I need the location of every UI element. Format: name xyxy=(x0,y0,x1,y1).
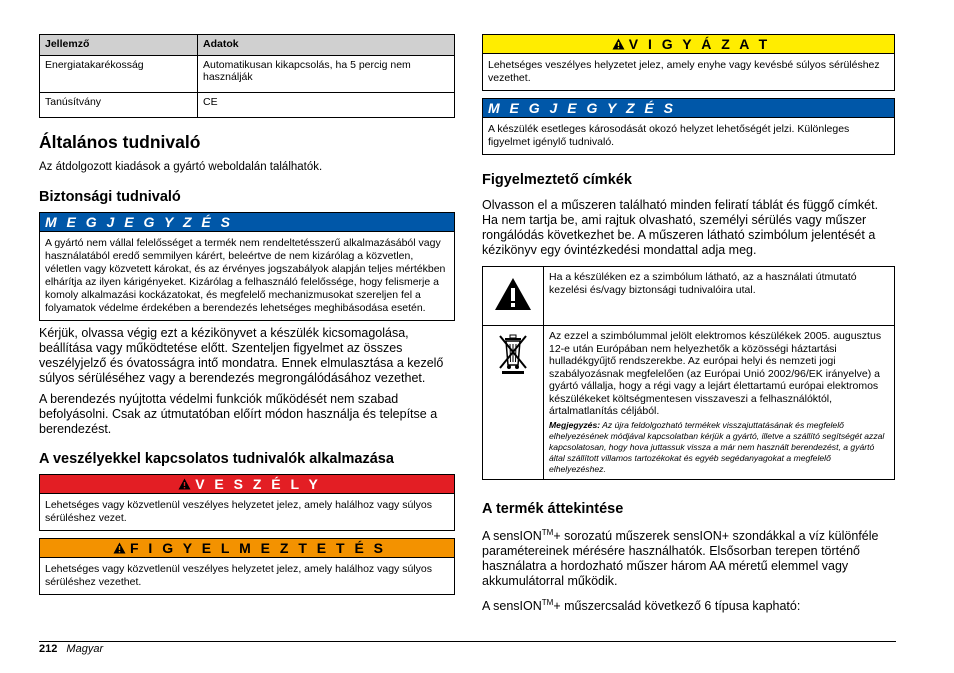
notice-text: A készülék esetleges károsodását okozó helyzet lehetőségét jelzi. Különleges figyelmet igénylő tudnivaló. xyxy=(483,117,894,154)
label-text-cell: Ha a készüléken ez a szimbólum látható, az a használati útmutató kezelési és/vagy biztonsági tudnivalóira utal. xyxy=(544,267,895,326)
general-heading: Általános tudnivaló xyxy=(39,132,201,152)
page-number: 212 xyxy=(39,643,58,655)
label-icon-cell xyxy=(483,326,544,480)
spec-table xyxy=(39,34,455,118)
overview-paragraph-1 xyxy=(482,525,895,589)
overview-paragraph-2 xyxy=(482,595,895,614)
warning-text: Lehetséges vagy közvetlenül veszélyes helyzetet jelez, amely halálhoz vagy súlyos sérüléshez vezethet. xyxy=(40,557,454,594)
footer-divider xyxy=(39,641,896,642)
caution-box xyxy=(482,34,895,91)
weee-text: Az ezzel a szimbólummal jelölt elektromos készülékek 2005. augusztus 12-e után Európában nem helyezhetők a közösségi háztartási hulladékgyűjtő rendszerekbe. Az európai helyi és nemzeti jogi szabályozásnak megfelelően (az Európai Unió 2002/96/EK irányelve) a gyártó vállalja, hogy a régi vagy a lejárt élettartamú európai elektromos készülékeket költségmentesen visszaveszi a felhasználóktól, ártalmatlanítás céljából. xyxy=(549,330,882,417)
table-row xyxy=(40,56,455,93)
labels-table xyxy=(482,266,895,480)
caution-label: V I G Y Á Z A T xyxy=(628,36,771,52)
left-column xyxy=(39,34,455,595)
notice-label: M E G J E G Y Z É S xyxy=(483,99,894,117)
spec-table-header xyxy=(40,35,455,56)
overview-heading: A termék áttekintése xyxy=(482,500,624,517)
safety-paragraph-2: A berendezés nyújtotta védelmi funkciók működését nem szabad befolyásolni. Csak az útmutatóban előírt módon használja és telepítse a berendezést. xyxy=(39,392,438,436)
danger-box xyxy=(39,474,455,531)
labels-heading: Figyelmeztető címkék xyxy=(482,172,632,188)
note-text: A gyártó nem vállal felelősséget a termék nem rendeltetésszerű alkalmazásából vagy használatából eredő semmilyen kárért, beleértve de nem kizárólag a közvetlen, véletlen vagy közvetett károkat, és az érvényes jogszabályok alapján teljes mértékben elhárítja az ilyen kárigényeket. Kizárólag a felhasználó felelőssége, hogy felismerje a komoly alkalmazási kockázatokat, és megfelelő mechanizmusokat szereljen fel a folyamatok védelme érdekében a berendezés lehetséges meghibásodása esetén. xyxy=(40,231,454,320)
danger-label: V E S Z É L Y xyxy=(195,476,321,492)
spec-cell: Tanúsítvány xyxy=(40,93,198,118)
safety-paragraph-1: Kérjük, olvassa végig ezt a kézikönyvet a készülék kicsomagolása, beállítása vagy működtetése előtt. Szenteljen figyelmet az összes veszélyjelző és óvatosságra intő mondatra. Ennek elmulasztása a kezelő súlyos sérüléséhez vagy a berendezés megrongálódásához vezethet. xyxy=(39,326,444,385)
spec-header-feature: Jellemző xyxy=(40,35,198,56)
weee-note-text: Az újra feldolgozható termékek visszajuttatásának és megfelelő elhelyezésének módjával kapcsolatban kérjük a gyártó, illetve a szállító segítségét azzal kapcsolatosan, hogy hova juttassuk vissza a már nem használt berendezést, a gyártó által szállított villamos tartozékokat és egyéb segédanyagokat a megfelelő elhelyezéshez. xyxy=(549,419,885,474)
table-row xyxy=(483,326,895,480)
trademark-sup: TM xyxy=(541,597,554,607)
footer-language: Magyar xyxy=(66,643,104,655)
label-icon-cell xyxy=(483,267,544,326)
table-row xyxy=(483,267,895,326)
warning-triangle-icon xyxy=(113,542,126,554)
warning-label: F I G Y E L M E Z T E T É S xyxy=(129,540,387,556)
caution-text: Lehetséges veszélyes helyzetet jelez, amely enyhe vagy kevésbé súlyos sérüléshez vezethet. xyxy=(483,53,894,90)
warning-triangle-icon xyxy=(494,277,532,311)
crossed-bin-icon xyxy=(496,332,530,374)
spec-header-data: Adatok xyxy=(198,35,455,56)
right-column xyxy=(482,34,895,614)
note-label: M E G J E G Y Z É S xyxy=(40,213,454,231)
spec-cell: Automatikusan kikapcsolás, ha 5 percig nem használják xyxy=(198,56,455,93)
page-footer xyxy=(39,643,103,655)
danger-text: Lehetséges vagy közvetlenül veszélyes helyzetet jelez, amely halálhoz vagy súlyos sérüléshez vezet. xyxy=(40,493,454,530)
safety-heading: Biztonsági tudnivaló xyxy=(39,189,181,205)
overview-text: + műszercsalád következő 6 típusa kapható: xyxy=(553,598,801,613)
label-text-cell xyxy=(544,326,895,480)
safety-note-box xyxy=(39,212,455,321)
overview-text: A sensION xyxy=(482,598,542,613)
spec-cell: Energiatakarékosság xyxy=(40,56,198,93)
labels-text: Olvasson el a műszeren található minden feliratí táblát és függő címkét. Ha nem tartja be, ami rajtuk olvasható, személyi sérülés vagy műszer rongálódás következhet be. A műszeren látható szimbólum jelentését a kézikönyv egy óvintézkedési mondattal adja meg. xyxy=(482,198,879,257)
warning-triangle-icon xyxy=(178,478,191,490)
hazard-heading: A veszélyekkel kapcsolatos tudnivalók alkalmazása xyxy=(39,451,394,467)
warning-triangle-icon xyxy=(612,38,625,50)
general-text: Az átdolgozott kiadások a gyártó weboldalán találhatók. xyxy=(39,161,323,173)
notice-box xyxy=(482,98,895,155)
warning-label-bar xyxy=(40,539,454,557)
overview-text: A sensION xyxy=(482,528,542,543)
weee-note xyxy=(549,420,889,475)
warning-box xyxy=(39,538,455,595)
weee-note-label: Megjegyzés: xyxy=(549,419,601,430)
danger-label-bar xyxy=(40,475,454,493)
overview-text: + sorozatú műszerek sensION+ szondákkal a víz különféle paramétereinek mérésére használhatók. Elsősorban terepen történő használatra a hordozható műszer három AA méretű elemmel vagy akkumulátorral működik. xyxy=(482,528,879,588)
caution-label-bar xyxy=(483,35,894,53)
trademark-sup: TM xyxy=(541,527,554,537)
table-row xyxy=(40,93,455,118)
spec-cell: CE xyxy=(198,93,455,118)
